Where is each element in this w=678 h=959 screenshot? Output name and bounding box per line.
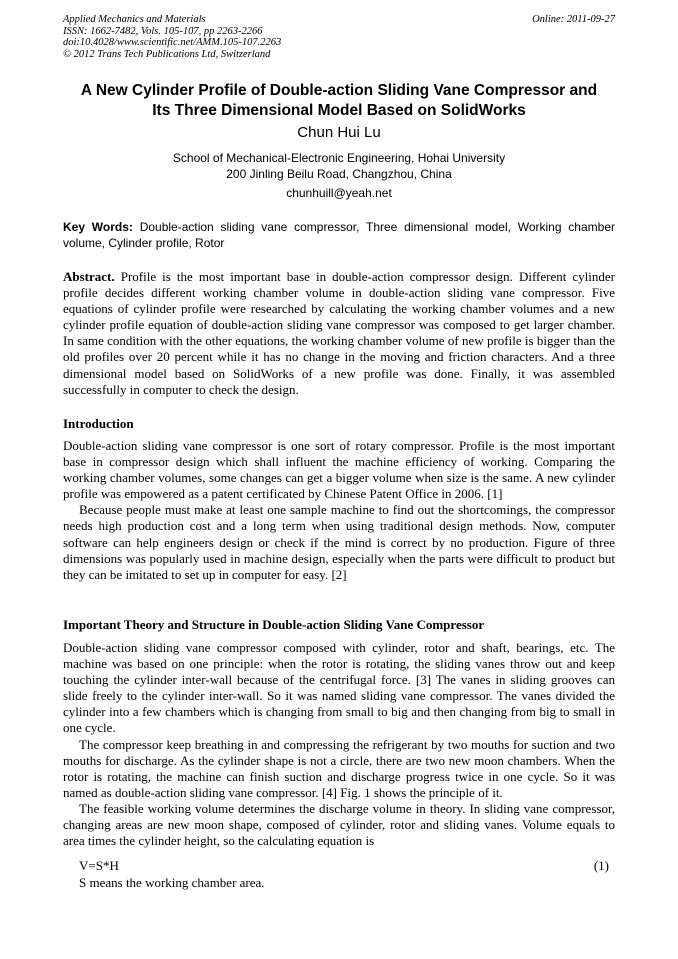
equation-text: V=S*H [79, 858, 119, 873]
affiliation-line-1: School of Mechanical-Electronic Engineering, Hohai University [172, 151, 506, 165]
author-name: Chun Hui Lu [297, 124, 381, 141]
introduction-heading: Introduction [63, 416, 134, 431]
copyright-line: © 2012 Trans Tech Publications Ltd, Switzerland [63, 48, 271, 60]
paragraph: Double-action sliding vane compressor composed with cylinder, rotor and shaft, bearings, etc. The machine was based on one principle: when the rotor is rotating, the sliding vanes throw out and keep touching the cylinder inter-wall because of the centrifugal force. [3] The vanes in sliding grooves can slide freely to the cylinder inter-wall. So it was named sliding vane compressor. The vanes divided the cylinder into a few chambers which is changing from small to big and then changing from big to small in one cycle. [63, 640, 615, 736]
affiliation-line-2: 200 Jinling Beilu Road, Changzhou, China [226, 167, 452, 181]
keywords-label: Key Words: [63, 220, 133, 234]
abstract-label: Abstract. [63, 269, 115, 284]
doi-line: doi:10.4028/www.scientific.net/AMM.105-107.2263 [63, 37, 282, 48]
paragraph: Because people must make at least one sample machine to find out the shortcomings, the compressor needs high production cost and a long term when using traditional design methods. Now, computer software can help engineers design or check if the mind is correct by no production. Figure of three dimensions was popularly used in machine design, especially when the parts were difficult to product but they can be imitated to set up in computer for easy. [2] [63, 502, 615, 582]
introduction-body [63, 438, 615, 583]
journal-name: Applied Mechanics and Materials [63, 14, 206, 25]
abstract-text: Profile is the most important base in double-action compressor design. Different cylinder profile decides different working chamber volume in double-action sliding vane compressor. Five equations of cylinder profile were researched by calculating the working chamber volumes and a new cylinder profile equation of double-action sliding vane compressor was composed to get larger chamber. In same condition with the other equations, the working chamber volume of new profile is bigger than the old profiles over 20 percent while it has no change in the moving and friction characters. And a three dimensional model based on SolidWorks of a new profile was done. Finally, it was assembled successfully in computer to check the design. [63, 269, 616, 397]
title-line-1: A New Cylinder Profile of Double-action Sliding Vane Compressor and [80, 82, 598, 99]
keywords-text: Double-action sliding vane compressor, Three dimensional model, Working chamber volume, Cylinder profile, Rotor [63, 220, 615, 250]
equation-explanation: S means the working chamber area. [79, 875, 265, 890]
author-email: chunhuill@yeah.net [286, 186, 392, 200]
online-date: Online: 2011-09-27 [532, 14, 615, 25]
theory-heading: Important Theory and Structure in Double-action Sliding Vane Compressor [63, 617, 485, 632]
journal-header [63, 14, 615, 60]
abstract [63, 269, 615, 398]
issn-line: ISSN: 1662-7482, Vols. 105-107, pp 2263-2266 [63, 25, 263, 37]
title-line-2: Its Three Dimensional Model Based on SolidWorks [152, 102, 526, 119]
affiliation [63, 150, 615, 182]
paragraph: The feasible working volume determines the discharge volume in theory. In sliding vane compressor, changing areas are new moon shape, composed of cylinder, rotor and sliding vanes. Volume equals to area times the cylinder height, so the calculating equation is [63, 800, 615, 849]
paper-title [63, 81, 615, 121]
keywords [63, 220, 615, 251]
equation-number: (1) [593, 858, 609, 873]
paragraph: The compressor keep breathing in and compressing the refrigerant by two mouths for suction and two mouths for discharge. As the cylinder shape is not a circle, there are two new moon chambers. When the rotor is rotating, the machine can finish suction and discharge progress twice in one cycle. So it was named as double-action sliding vane compressor. [4] Fig. 1 shows the principle of it. [63, 736, 615, 800]
theory-body [63, 640, 615, 849]
paragraph: Double-action sliding vane compressor is one sort of rotary compressor. Profile is the most important base in compressor design which shall influent the machine efficiency of working. Comparing the working chamber volumes, some changes can get a bigger volume when size is the same. A new cylinder profile was empowered as a patent certificated by Chinese Patent Office in 2006. [1] [63, 438, 615, 502]
